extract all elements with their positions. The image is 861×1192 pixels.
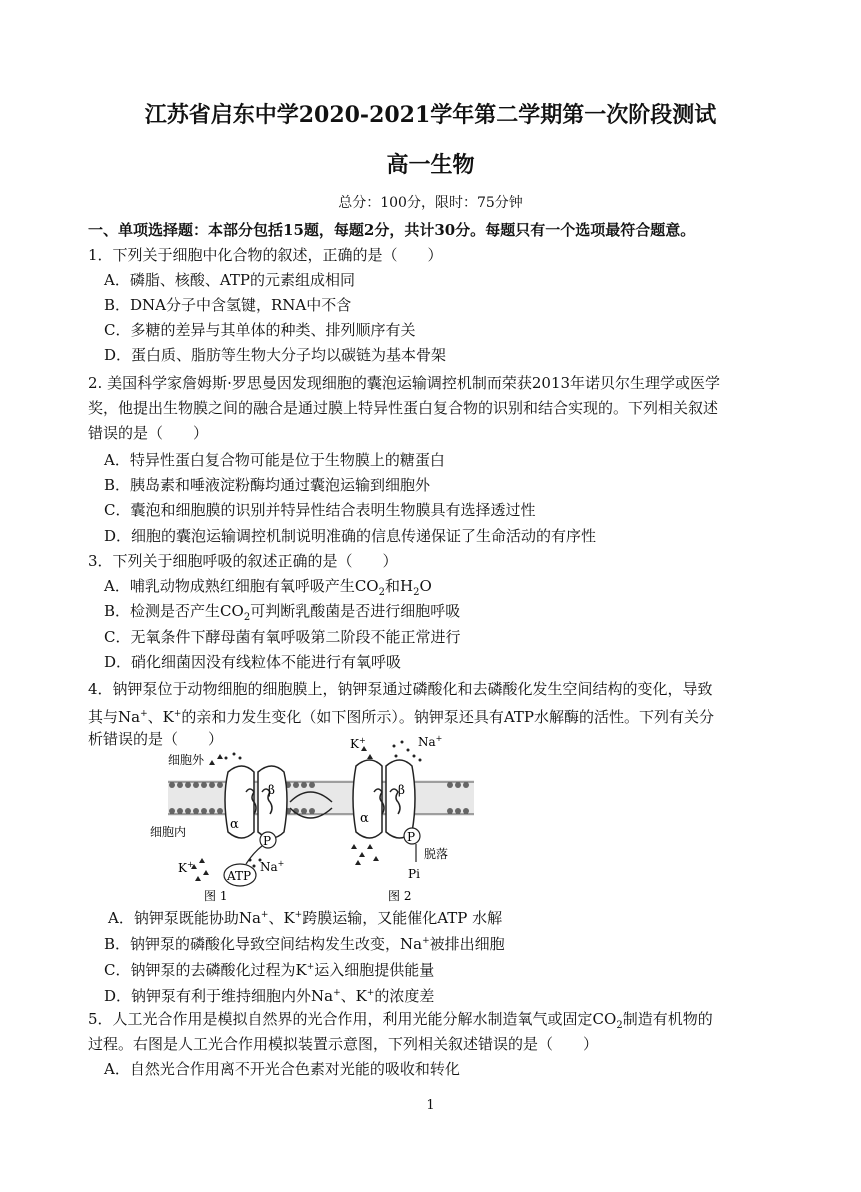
k-label-2: K+ (350, 736, 366, 751)
q3-option-b: B．检测是否产生$CO_2$可判断乳酸菌是否进行细胞呼吸 (104, 602, 461, 623)
alpha-subunit-2: α (360, 811, 369, 826)
q4-stem-line2: 其与Na+、K+的亲和力发生变化（如下图所示）。钠钾泵还具有ATP水解酶的活性。下列有关分 (88, 708, 715, 726)
q1-stem: 1．下列关于细胞中化合物的叙述，正确的是（ ） (88, 246, 443, 264)
q1-option-c: C．多糖的差异与其单体的种类、排列顺序有关 (104, 321, 416, 339)
q4-option-d: D．钠钾泵有利于维持细胞内外Na+、K+的浓度差 (104, 987, 435, 1005)
q4-stem-line3: 析错误的是（ ） (88, 730, 224, 748)
q1-option-a: A．磷脂、核酸、ATP的元素组成相同 (104, 271, 355, 289)
q5-option-a: A．自然光合作用离不开光合色素对光能的吸收和转化 (104, 1060, 460, 1078)
phosphate-label-2: P (407, 830, 416, 844)
q1-option-b: B．DNA分子中含氢键，RNA中不含 (104, 296, 352, 314)
section-heading: 一、单项选择题：本部分包括15题，每题2分，共计30分。每题只有一个选项最符合题意。 (88, 221, 696, 239)
phosphate-label-1: P (263, 834, 272, 848)
q2-stem-line3: 错误的是（ ） (88, 424, 209, 442)
q3-option-a: A．哺乳动物成熟红细胞有氧呼吸产生$CO_2$和$H_2O$ (104, 577, 432, 598)
cell-membrane (168, 780, 474, 816)
pi-label: Pi (408, 867, 420, 881)
beta-subunit-2: β (398, 783, 405, 797)
beta-subunit-1: β (268, 783, 275, 797)
q2-option-a: A．特异性蛋白复合物可能是位于生物膜上的糖蛋白 (104, 451, 445, 469)
q3-stem: 3．下列关于细胞呼吸的叙述正确的是（ ） (88, 552, 398, 570)
figure-2-caption: 图 2 (388, 889, 412, 903)
q4-stem-line1: 4．钠钾泵位于动物细胞的细胞膜上，钠钾泵通过磷酸化和去磷酸化发生空间结构的变化，导致 (88, 680, 713, 698)
q5-stem-line2: 过程。右图是人工光合作用模拟装置示意图，下列相关叙述错误的是（ ） (88, 1035, 599, 1053)
q2-stem-line1: 2. 美国科学家詹姆斯·罗思曼因发现细胞的囊泡运输调控机制而荣获2013年诺贝尔生理学或医学 (88, 374, 721, 392)
exam-title: 江苏省启东中学2020-2021学年第二学期第一次阶段测试 (144, 102, 717, 128)
q5-stem-line1: 5．人工光合作用是模拟自然界的光合作用，利用光能分解水制造氧气或固定$CO_2$制造有机物的 (88, 1010, 713, 1031)
q3-option-d: D．硝化细菌因没有线粒体不能进行有氧呼吸 (104, 653, 402, 671)
exam-subject: 高一生物 (386, 152, 475, 178)
sodium-potassium-pump-figure (150, 732, 480, 904)
q1-option-d: D．蛋白质、脂肪等生物大分子均以碳链为基本骨架 (104, 346, 447, 364)
inside-label: 细胞内 (150, 825, 187, 839)
detach-label: 脱落 (424, 847, 449, 861)
page-number: 1 (426, 1098, 435, 1113)
atp-label: ATP (227, 869, 252, 883)
alpha-subunit-1: α (230, 817, 239, 832)
q2-option-b: B．胰岛素和唾液淀粉酶均通过囊泡运输到细胞外 (104, 476, 431, 494)
exam-info: 总分：100分，限时：75分钟 (338, 195, 523, 211)
q2-stem-line2: 奖，他提出生物膜之间的融合是通过膜上特异性蛋白复合物的识别和结合实现的。下列相关叙述 (88, 399, 719, 417)
figure-1-caption: 图 1 (204, 889, 228, 903)
q3-option-c: C．无氧条件下酵母菌有氧呼吸第二阶段不能正常进行 (104, 628, 461, 646)
q2-option-c: C．囊泡和细胞膜的识别并特异性结合表明生物膜具有选择透过性 (104, 501, 536, 519)
q4-option-b: B．钠钾泵的磷酸化导致空间结构发生改变，Na+被排出细胞 (104, 935, 505, 953)
k-label-1: K+ (178, 860, 194, 875)
q2-option-d: D．细胞的囊泡运输调控机制说明准确的信息传递保证了生命活动的有序性 (104, 527, 597, 545)
outside-label: 细胞外 (168, 753, 205, 767)
na-label-1: Na+ (260, 859, 285, 874)
q4-option-c: C．钠钾泵的去磷酸化过程为K+运入细胞提供能量 (104, 961, 435, 979)
na-label-2: Na+ (418, 734, 443, 749)
q4-option-a: A．钠钾泵既能协助Na+、K+跨膜运输，又能催化ATP 水解 (108, 909, 503, 927)
